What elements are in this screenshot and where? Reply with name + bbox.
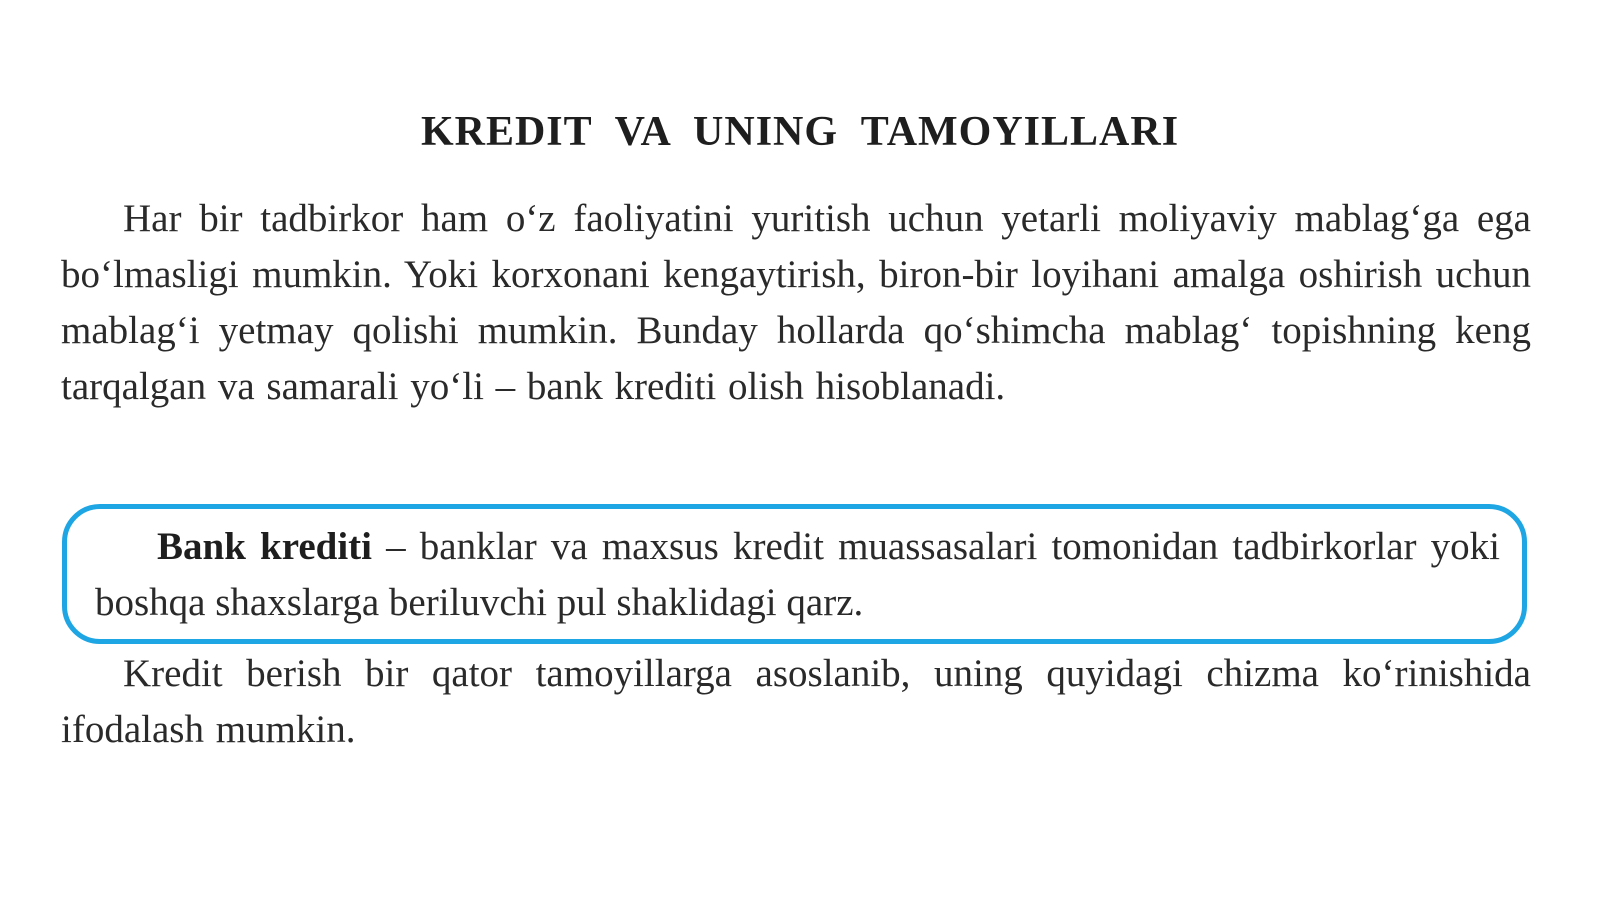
page-title: KREDIT VA UNING TAMOYILLARI — [420, 109, 1180, 155]
intro-paragraph-text: Har bir tadbirkor ham o‘z faoliyatini yuritish uchun yetarli moliyaviy mablag‘ga ega bo‘lmasligi mumkin. Yoki korxonani kengaytirish, biron-bir loyihani amalga oshirish uchun mablag‘i yetmay qolishi mumkin. Bunday hollarda qo‘shimcha mablag‘ topishning keng tarqalgan va samarali yo‘li – bank krediti olish hisoblanadi. — [61, 197, 1531, 408]
definition-text — [95, 519, 1500, 631]
definition-body: – banklar va maxsus kredit muassasalari tomonidan tadbirkorlar yoki boshqa shaxslarga beriluvchi pul shaklidagi qarz. — [95, 525, 1500, 624]
closing-paragraph — [61, 646, 1531, 758]
definition-term: Bank krediti — [157, 525, 372, 568]
definition-box — [62, 504, 1527, 644]
intro-paragraph — [61, 191, 1531, 415]
closing-paragraph-text: Kredit berish bir qator tamoyillarga asoslanib, uning quyidagi chizma ko‘rinishida ifodalash mumkin. — [61, 652, 1531, 751]
